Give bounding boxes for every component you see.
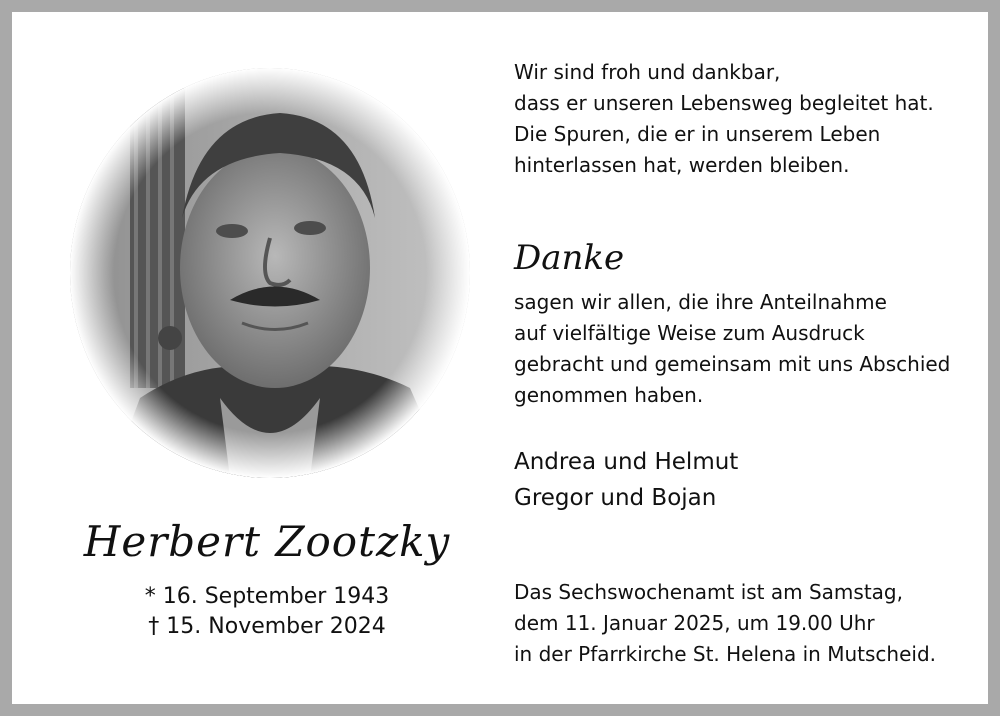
birth-date: * 16. September 1943 <box>144 584 390 609</box>
thanks-heading: Danke <box>514 238 625 278</box>
family-line: Gregor und Bojan <box>514 485 717 511</box>
quote-line: Die Spuren, die er in unserem Leben <box>514 122 881 146</box>
service-line: dem 11. Januar 2025, um 19.00 Uhr <box>514 611 875 635</box>
thanks-line: genommen haben. <box>514 383 704 407</box>
service-line: Das Sechswochenamt ist am Samstag, <box>514 580 903 604</box>
thanks-line: auf vielfältige Weise zum Ausdruck <box>514 321 865 345</box>
deceased-name: Herbert Zootzky <box>83 517 451 566</box>
quote-line: Wir sind froh und dankbar, <box>514 60 781 84</box>
portrait-photo <box>70 68 470 478</box>
thanks-line: gebracht und gemeinsam mit uns Abschied <box>514 352 951 376</box>
thanks-block <box>514 287 950 411</box>
quote-line: dass er unseren Lebensweg begleitet hat. <box>514 91 934 115</box>
thanks-line: sagen wir allen, die ihre Anteilnahme <box>514 290 887 314</box>
obituary-card <box>12 12 988 704</box>
quote-line: hinterlassen hat, werden bleiben. <box>514 153 850 177</box>
family-signature <box>514 444 738 516</box>
quote-block <box>514 57 934 181</box>
family-line: Andrea und Helmut <box>514 449 739 475</box>
service-line: in der Pfarrkirche St. Helena in Mutscheid. <box>514 642 936 666</box>
life-dates <box>52 582 482 642</box>
death-date: † 15. November 2024 <box>148 614 386 639</box>
service-announcement <box>514 577 936 670</box>
